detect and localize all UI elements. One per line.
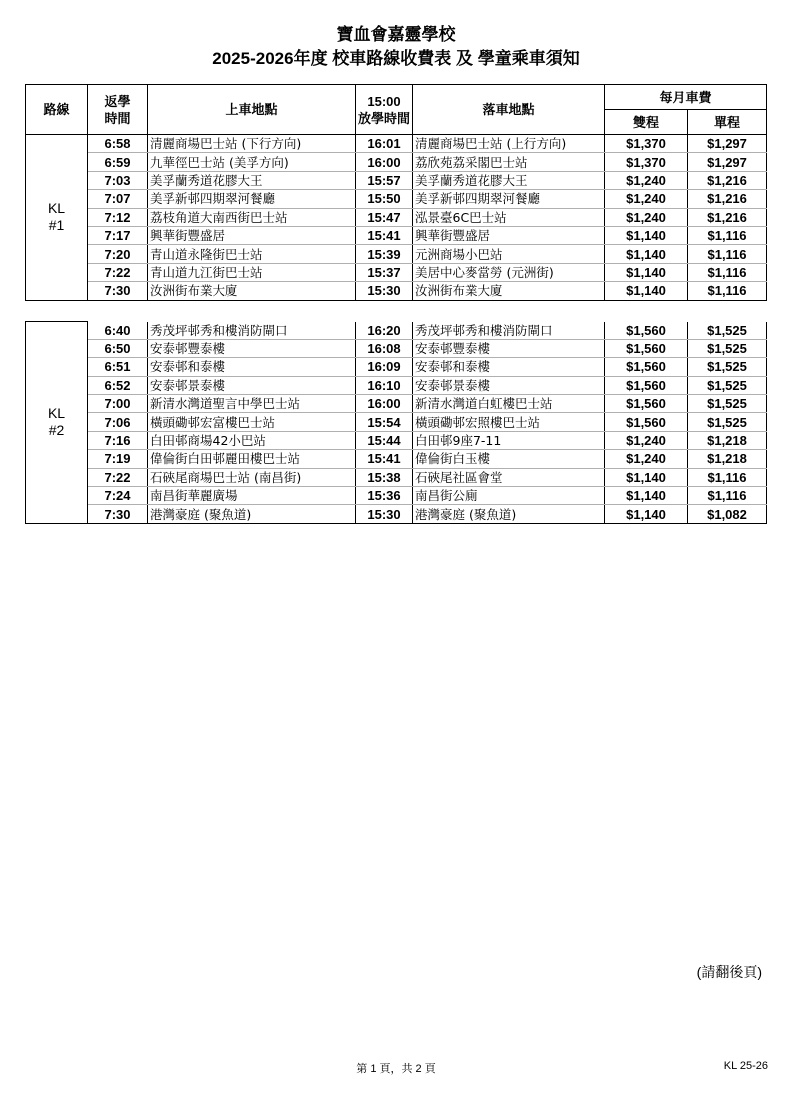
return-time: 16:01 xyxy=(356,135,413,153)
pickup-location: 安泰邨豐泰樓 xyxy=(148,339,356,357)
depart-time: 7:22 xyxy=(88,468,148,486)
table-row xyxy=(26,395,767,413)
pickup-location: 汝洲街布業大廈 xyxy=(148,282,356,300)
header-dropoff: 落車地點 xyxy=(413,85,605,135)
single-trip-fee: $1,218 xyxy=(688,431,767,449)
single-trip-fee: $1,525 xyxy=(688,413,767,431)
pickup-location: 偉倫街白田邨麗田樓巴士站 xyxy=(148,450,356,468)
single-trip-fee: $1,082 xyxy=(688,505,767,523)
return-time: 15:39 xyxy=(356,245,413,263)
document-code: KL 25-26 xyxy=(723,1060,768,1072)
round-trip-fee: $1,140 xyxy=(605,468,688,486)
return-time: 16:10 xyxy=(356,376,413,394)
single-trip-fee: $1,525 xyxy=(688,395,767,413)
round-trip-fee: $1,140 xyxy=(605,282,688,300)
dropoff-location: 元洲商場小巴站 xyxy=(413,245,605,263)
return-time: 16:00 xyxy=(356,153,413,171)
table-row xyxy=(26,263,767,281)
depart-time: 7:20 xyxy=(88,245,148,263)
header-return-time: 15:00 放學時間 xyxy=(356,85,413,135)
pickup-location: 橫頭磡邨宏富樓巴士站 xyxy=(148,413,356,431)
single-trip-fee: $1,525 xyxy=(688,376,767,394)
return-time: 16:08 xyxy=(356,339,413,357)
table-row xyxy=(26,153,767,171)
header-round-trip: 雙程 xyxy=(605,110,688,135)
header-depart-time: 返學 時間 xyxy=(88,85,148,135)
single-trip-fee: $1,297 xyxy=(688,153,767,171)
pickup-location: 青山道永隆街巴士站 xyxy=(148,245,356,263)
return-time: 15:38 xyxy=(356,468,413,486)
single-trip-fee: $1,116 xyxy=(688,282,767,300)
dropoff-location: 安泰邨和泰樓 xyxy=(413,358,605,376)
depart-time: 7:07 xyxy=(88,190,148,208)
return-time: 15:41 xyxy=(356,226,413,244)
round-trip-fee: $1,560 xyxy=(605,376,688,394)
dropoff-location: 偉倫街白玉樓 xyxy=(413,450,605,468)
dropoff-location: 泓景臺6C巴士站 xyxy=(413,208,605,226)
dropoff-location: 興華街豐盛居 xyxy=(413,226,605,244)
return-time: 16:09 xyxy=(356,358,413,376)
single-trip-fee: $1,218 xyxy=(688,450,767,468)
dropoff-location: 美居中心麥當勞 (元洲街) xyxy=(413,263,605,281)
depart-time: 7:22 xyxy=(88,263,148,281)
depart-time: 6:52 xyxy=(88,376,148,394)
single-trip-fee: $1,116 xyxy=(688,245,767,263)
table-row xyxy=(26,431,767,449)
dropoff-location: 南昌街公廁 xyxy=(413,487,605,505)
pickup-location: 青山道九江街巴士站 xyxy=(148,263,356,281)
round-trip-fee: $1,140 xyxy=(605,263,688,281)
header-monthly-fee: 每月車費 xyxy=(605,85,767,110)
single-trip-fee: $1,116 xyxy=(688,487,767,505)
header-single-trip: 單程 xyxy=(688,110,767,135)
table-row xyxy=(26,413,767,431)
table-row xyxy=(26,322,767,340)
depart-time: 7:24 xyxy=(88,487,148,505)
pickup-location: 九華徑巴士站 (美孚方向) xyxy=(148,153,356,171)
pickup-location: 南昌街華麗廣場 xyxy=(148,487,356,505)
depart-time: 6:40 xyxy=(88,322,148,340)
round-trip-fee: $1,240 xyxy=(605,450,688,468)
page-number: 第 1 頁，共 2 頁 xyxy=(356,1063,436,1075)
return-time: 15:30 xyxy=(356,505,413,523)
single-trip-fee: $1,116 xyxy=(688,226,767,244)
round-trip-fee: $1,140 xyxy=(605,226,688,244)
table-row xyxy=(26,505,767,523)
round-trip-fee: $1,560 xyxy=(605,339,688,357)
return-time: 16:20 xyxy=(356,322,413,340)
dropoff-location: 美孚蘭秀道花膠大王 xyxy=(413,171,605,189)
return-time: 15:50 xyxy=(356,190,413,208)
pickup-location: 新清水灣道聖言中學巴士站 xyxy=(148,395,356,413)
return-time: 15:36 xyxy=(356,487,413,505)
depart-time: 7:30 xyxy=(88,505,148,523)
depart-time: 7:16 xyxy=(88,431,148,449)
pickup-location: 石硤尾商場巴士站 (南昌街) xyxy=(148,468,356,486)
round-trip-fee: $1,560 xyxy=(605,322,688,340)
round-trip-fee: $1,240 xyxy=(605,431,688,449)
round-trip-fee: $1,140 xyxy=(605,245,688,263)
pickup-location: 秀茂坪邨秀和樓消防閘口 xyxy=(148,322,356,340)
round-trip-fee: $1,240 xyxy=(605,190,688,208)
round-trip-fee: $1,560 xyxy=(605,358,688,376)
depart-time: 7:12 xyxy=(88,208,148,226)
table-row xyxy=(26,190,767,208)
table-row xyxy=(26,208,767,226)
depart-time: 6:50 xyxy=(88,339,148,357)
round-trip-fee: $1,140 xyxy=(605,487,688,505)
round-trip-fee: $1,370 xyxy=(605,135,688,153)
table-row xyxy=(26,450,767,468)
dropoff-location: 美孚新邨四期翠河餐廳 xyxy=(413,190,605,208)
route-table-kl1 xyxy=(25,84,767,301)
dropoff-location: 橫頭磡邨宏照樓巴士站 xyxy=(413,413,605,431)
round-trip-fee: $1,240 xyxy=(605,208,688,226)
dropoff-location: 秀茂坪邨秀和樓消防閘口 xyxy=(413,322,605,340)
header-pickup: 上車地點 xyxy=(148,85,356,135)
depart-time: 6:51 xyxy=(88,358,148,376)
pickup-location: 安泰邨景泰樓 xyxy=(148,376,356,394)
table-row xyxy=(26,245,767,263)
table-row xyxy=(26,171,767,189)
table-row xyxy=(26,339,767,357)
return-time: 15:37 xyxy=(356,263,413,281)
depart-time: 7:30 xyxy=(88,282,148,300)
depart-time: 6:59 xyxy=(88,153,148,171)
depart-time: 7:19 xyxy=(88,450,148,468)
return-time: 15:30 xyxy=(356,282,413,300)
depart-time: 6:58 xyxy=(88,135,148,153)
pickup-location: 港灣豪庭 (聚魚道) xyxy=(148,505,356,523)
table-row xyxy=(26,468,767,486)
document-subtitle: 2025-2026年度 校車路線收費表 及 學童乘車須知 xyxy=(212,49,580,68)
single-trip-fee: $1,525 xyxy=(688,358,767,376)
single-trip-fee: $1,216 xyxy=(688,171,767,189)
round-trip-fee: $1,240 xyxy=(605,171,688,189)
single-trip-fee: $1,116 xyxy=(688,468,767,486)
dropoff-location: 汝洲街布業大廈 xyxy=(413,282,605,300)
pickup-location: 白田邨商場42小巴站 xyxy=(148,431,356,449)
single-trip-fee: $1,116 xyxy=(688,263,767,281)
header-route: 路線 xyxy=(26,85,88,135)
table-row xyxy=(26,282,767,300)
pickup-location: 清麗商場巴士站 (下行方向) xyxy=(148,135,356,153)
table-row xyxy=(26,376,767,394)
single-trip-fee: $1,525 xyxy=(688,322,767,340)
route-label: KL #2 xyxy=(26,322,88,524)
table-row xyxy=(26,487,767,505)
dropoff-location: 新清水灣道白虹樓巴士站 xyxy=(413,395,605,413)
return-time: 16:00 xyxy=(356,395,413,413)
round-trip-fee: $1,560 xyxy=(605,413,688,431)
pickup-location: 美孚新邨四期翠河餐廳 xyxy=(148,190,356,208)
table-row xyxy=(26,358,767,376)
pickup-location: 美孚蘭秀道花膠大王 xyxy=(148,171,356,189)
dropoff-location: 石硤尾社區會堂 xyxy=(413,468,605,486)
return-time: 15:54 xyxy=(356,413,413,431)
dropoff-location: 安泰邨景泰樓 xyxy=(413,376,605,394)
school-title: 寶血會嘉靈學校 xyxy=(336,25,456,44)
return-time: 15:47 xyxy=(356,208,413,226)
single-trip-fee: $1,297 xyxy=(688,135,767,153)
route-table-kl2 xyxy=(25,321,767,524)
depart-time: 7:03 xyxy=(88,171,148,189)
turn-page-note: (請翻後頁) xyxy=(696,964,762,980)
pickup-location: 興華街豐盛居 xyxy=(148,226,356,244)
dropoff-location: 荔欣苑荔采閣巴士站 xyxy=(413,153,605,171)
return-time: 15:41 xyxy=(356,450,413,468)
single-trip-fee: $1,216 xyxy=(688,208,767,226)
return-time: 15:57 xyxy=(356,171,413,189)
round-trip-fee: $1,560 xyxy=(605,395,688,413)
route-label: KL #1 xyxy=(26,135,88,301)
depart-time: 7:00 xyxy=(88,395,148,413)
single-trip-fee: $1,525 xyxy=(688,339,767,357)
dropoff-location: 清麗商場巴士站 (上行方向) xyxy=(413,135,605,153)
table-row xyxy=(26,135,767,153)
round-trip-fee: $1,140 xyxy=(605,505,688,523)
round-trip-fee: $1,370 xyxy=(605,153,688,171)
pickup-location: 荔枝角道大南西街巴士站 xyxy=(148,208,356,226)
table-row xyxy=(26,226,767,244)
pickup-location: 安泰邨和泰樓 xyxy=(148,358,356,376)
return-time: 15:44 xyxy=(356,431,413,449)
single-trip-fee: $1,216 xyxy=(688,190,767,208)
dropoff-location: 港灣豪庭 (聚魚道) xyxy=(413,505,605,523)
depart-time: 7:06 xyxy=(88,413,148,431)
dropoff-location: 安泰邨豐泰樓 xyxy=(413,339,605,357)
dropoff-location: 白田邨9座7-11 xyxy=(413,431,605,449)
depart-time: 7:17 xyxy=(88,226,148,244)
